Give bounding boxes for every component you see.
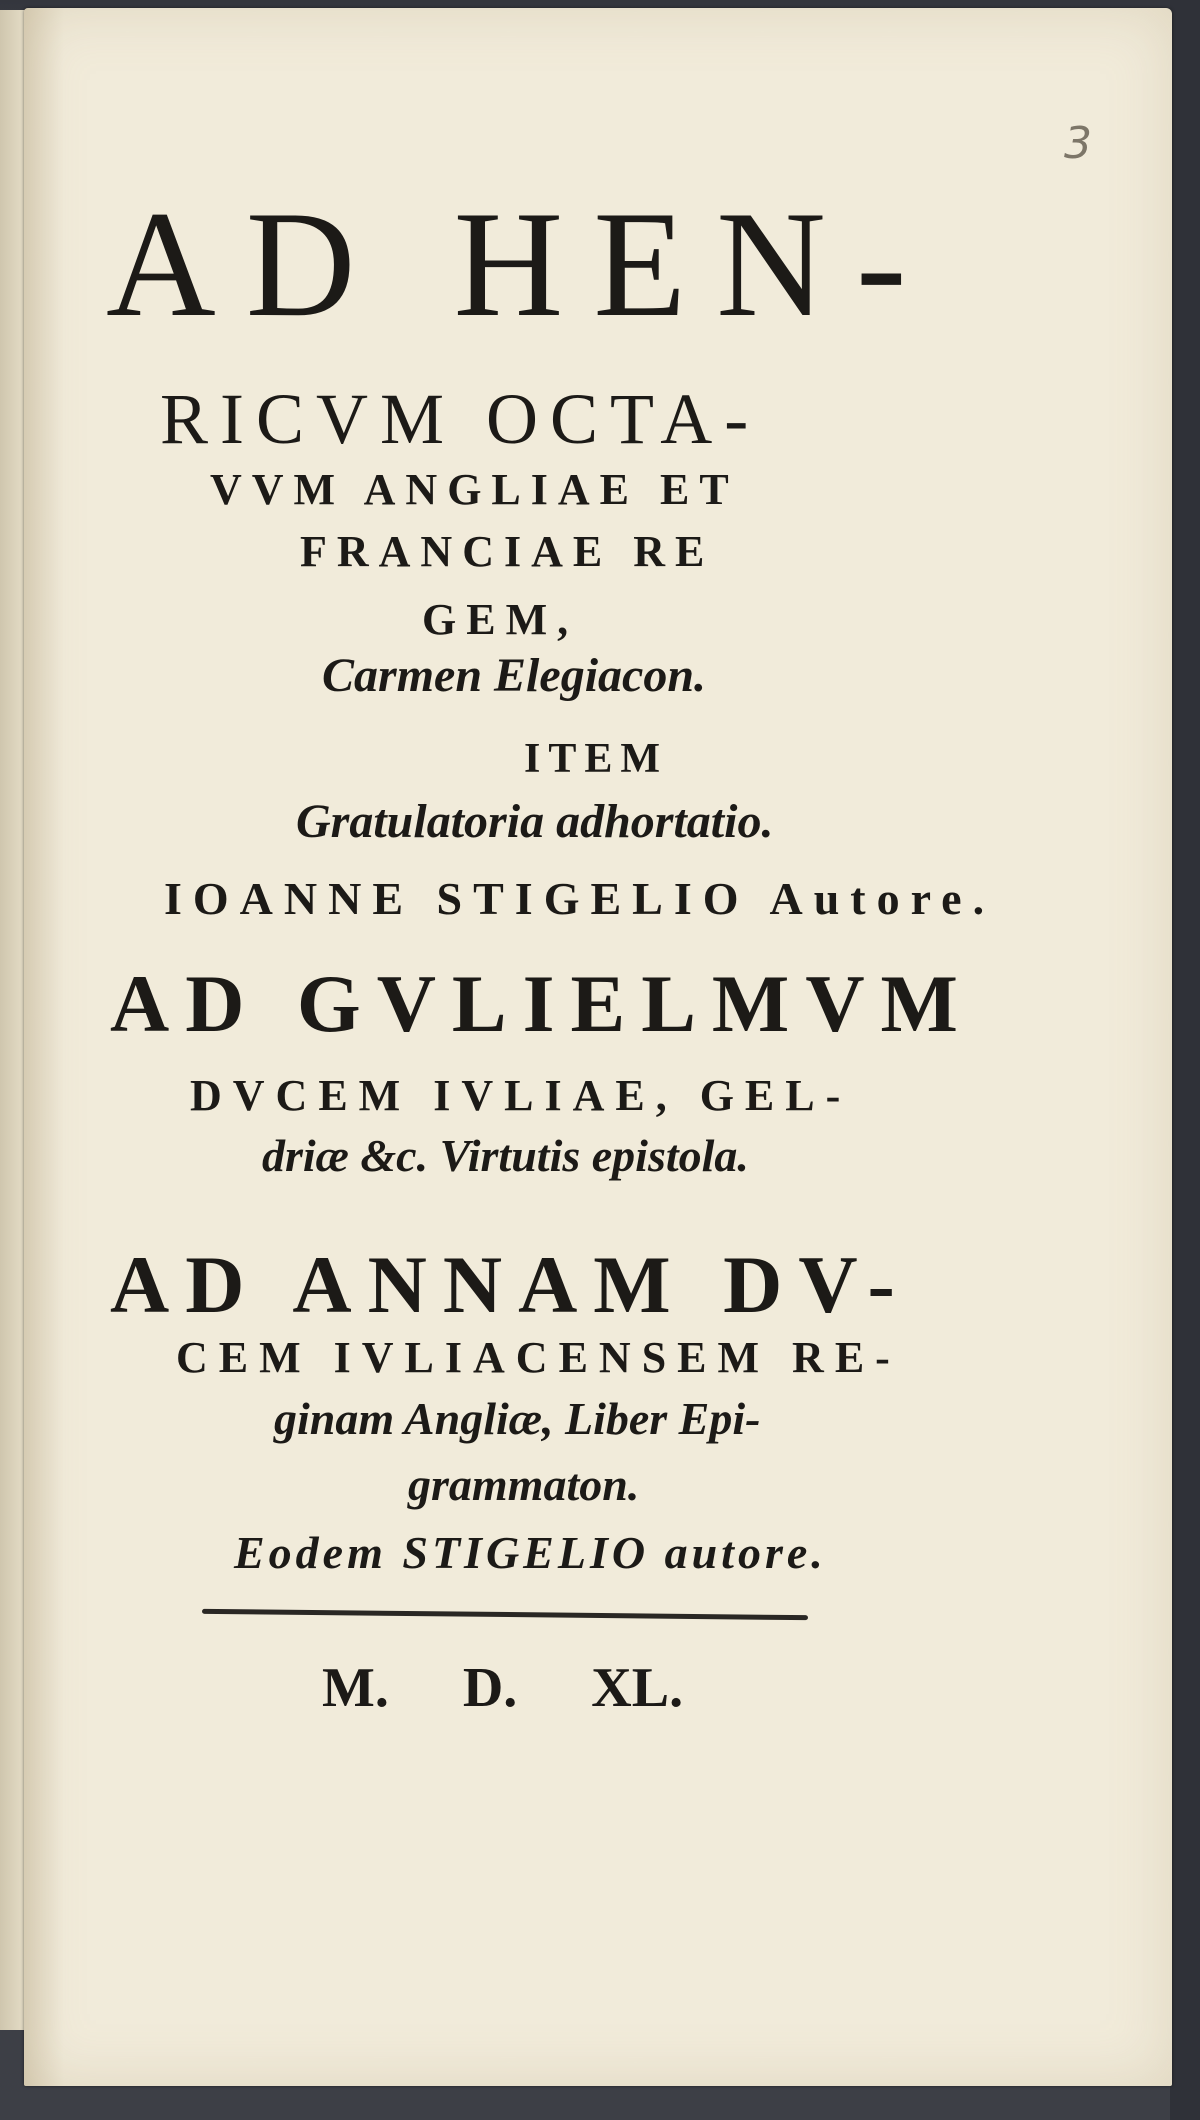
author-line: IOANNE STIGELIO Autore. (164, 873, 996, 924)
horizontal-rule (202, 1609, 808, 1620)
page-gutter-shadow (24, 8, 64, 2086)
title-line-2: RICVM OCTA- (160, 379, 761, 459)
section-line-ginam: ginam Angliæ, Liber Epi- (274, 1393, 761, 1444)
subtitle-gratulatoria: Gratulatoria adhortatio. (296, 795, 774, 848)
author-line-eodem: Eodem STIGELIO autore. (234, 1527, 827, 1578)
title-line-1: AD HEN- (106, 180, 937, 348)
folio-number: 3 (1064, 118, 1092, 169)
section-title-annam: AD ANNAM DV- (110, 1239, 911, 1330)
title-page (24, 8, 1172, 2086)
section-line-epistola: driæ &c. Virtutis epistola. (262, 1130, 749, 1181)
section-line-grammaton: grammaton. (408, 1459, 640, 1510)
section-line-iuliacensem: CEM IVLIACENSEM RE- (176, 1333, 901, 1382)
subtitle-carmen: Carmen Elegiacon. (322, 649, 707, 702)
title-line-5: GEM, (422, 595, 579, 644)
scan-background-right (1170, 0, 1200, 2120)
item-heading: ITEM (524, 736, 669, 782)
section-title-gulielmum: AD GVLIELMVM (110, 958, 974, 1049)
title-line-3: VVM ANGLIAE ET (210, 465, 739, 514)
imprint-date: M. D. XL. (322, 1657, 684, 1719)
title-line-4: FRANCIAE RE (300, 527, 715, 576)
section-line-ducem: DVCEM IVLIAE, GEL- (190, 1071, 852, 1120)
